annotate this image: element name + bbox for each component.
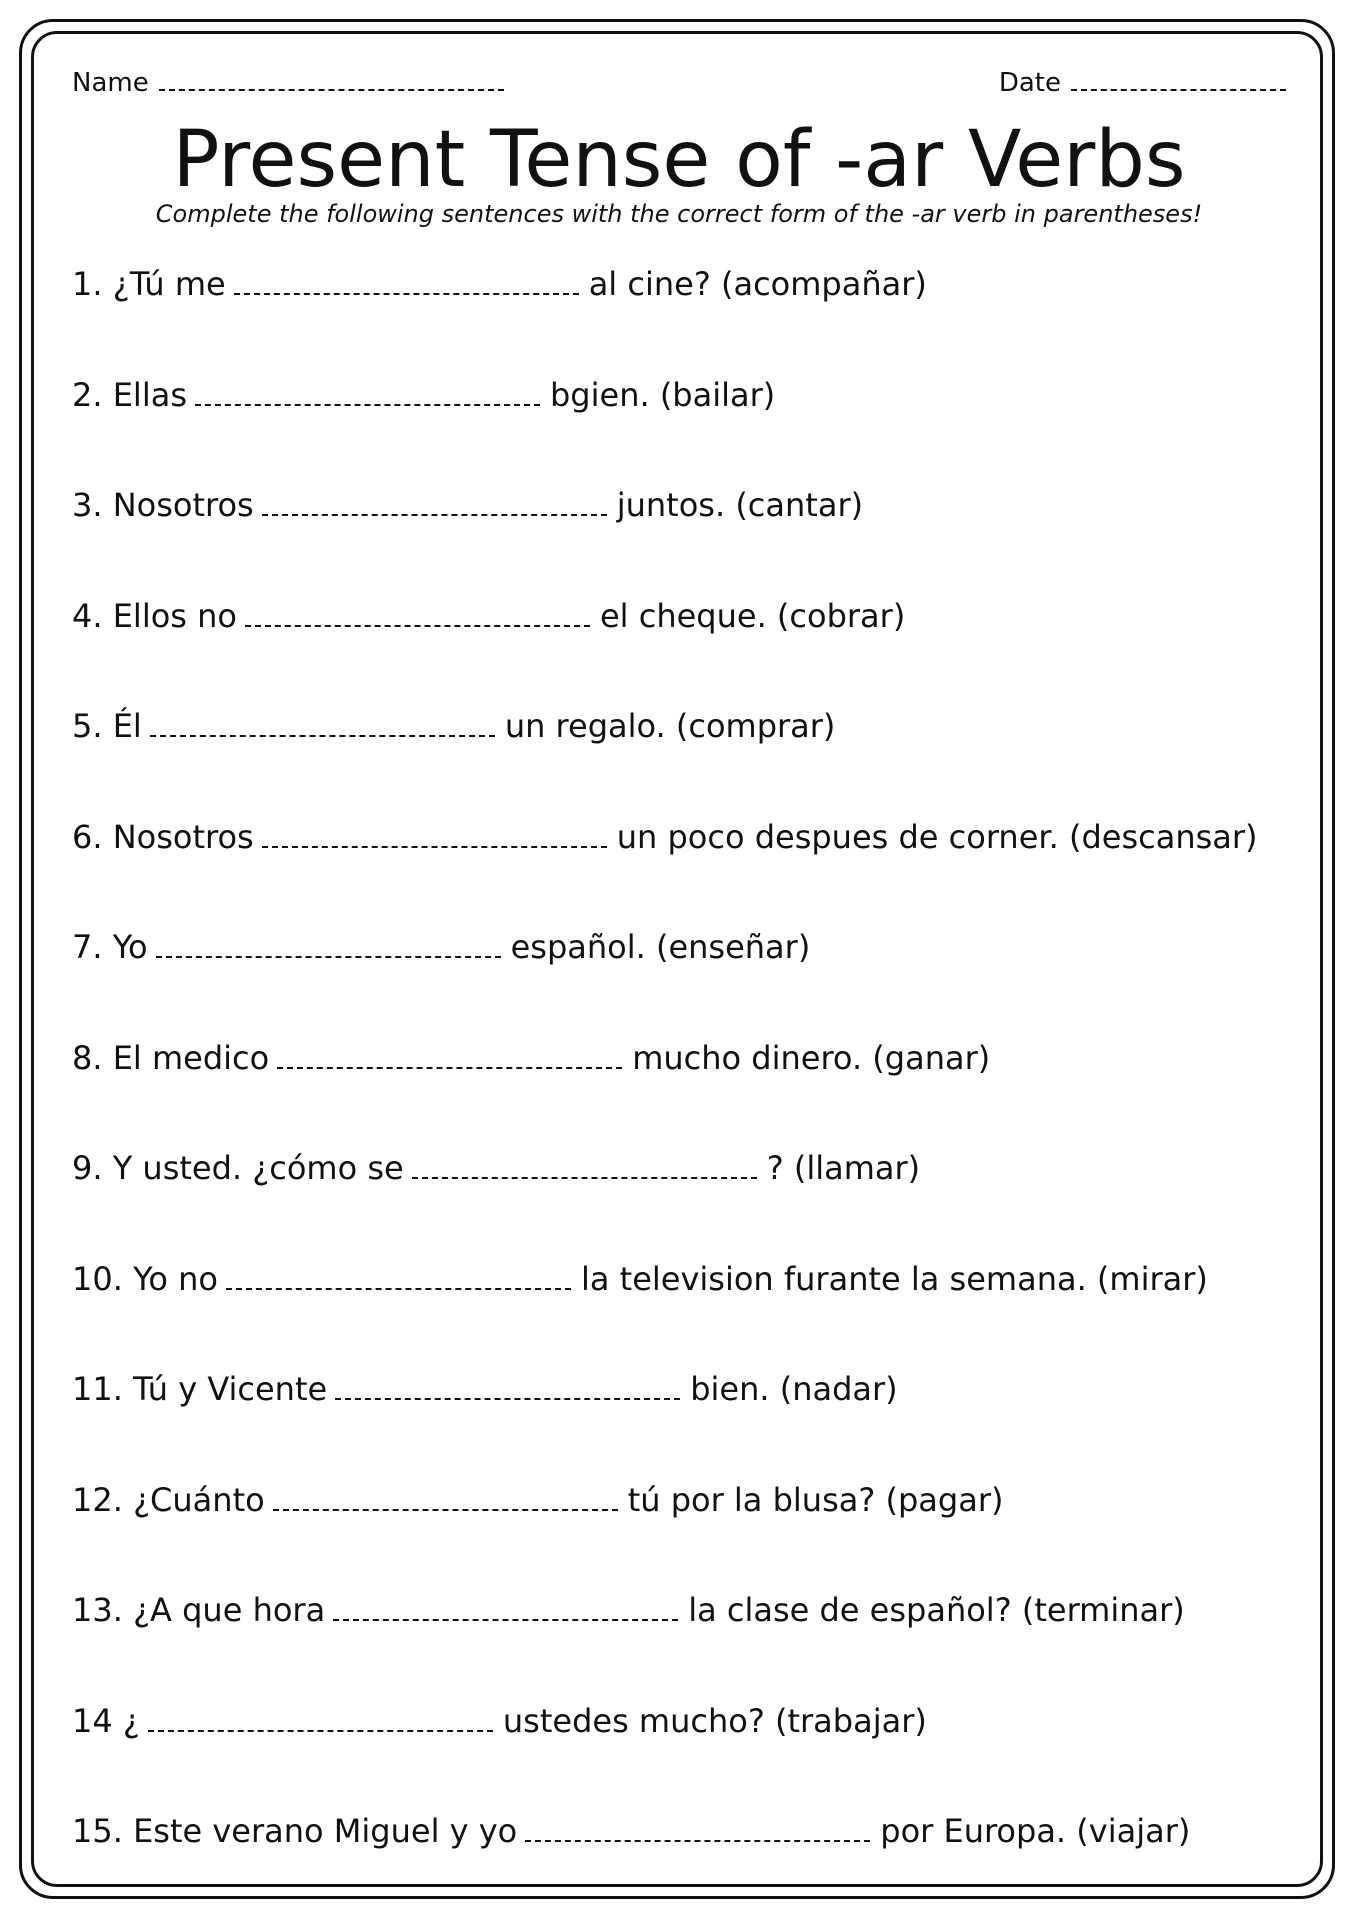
question-list	[72, 262, 1318, 1920]
instructions: Complete the following sentences with the correct form of the -ar verb in parentheses!	[155, 200, 1203, 228]
question-hint: ustedes mucho? (trabajar)	[502, 1701, 927, 1740]
answer-blank[interactable]	[333, 1619, 678, 1621]
answer-blank[interactable]	[234, 293, 579, 295]
question-6	[72, 815, 1318, 926]
question-10	[72, 1257, 1318, 1368]
question-hint: un regalo. (comprar)	[504, 707, 836, 745]
name-line[interactable]	[159, 89, 504, 91]
question-prompt: 5. Él	[72, 707, 142, 745]
question-prompt: 12. ¿Cuánto	[72, 1480, 265, 1519]
header-row	[72, 68, 1286, 104]
date-label: Date	[998, 68, 1061, 98]
question-prompt: 2. Ellas	[72, 375, 187, 414]
answer-blank[interactable]	[412, 1177, 757, 1179]
question-hint: la clase de español? (terminar)	[688, 1591, 1185, 1629]
question-9	[72, 1146, 1318, 1257]
question-hint: español. (enseñar)	[510, 928, 811, 966]
date-line[interactable]	[1071, 89, 1286, 91]
answer-blank[interactable]	[525, 1840, 870, 1842]
date-field	[999, 68, 1286, 98]
question-prompt: 7. Yo	[72, 928, 148, 966]
answer-blank[interactable]	[273, 1509, 618, 1511]
question-prompt: 1. ¿Tú me	[72, 265, 226, 303]
question-prompt: 8. El medico	[72, 1038, 270, 1077]
answer-blank[interactable]	[156, 956, 501, 958]
question-prompt: 6. Nosotros	[72, 817, 254, 856]
question-14	[72, 1699, 1318, 1810]
question-prompt: 9. Y usted. ¿cómo se	[72, 1149, 404, 1187]
answer-blank[interactable]	[195, 404, 540, 406]
question-hint: al cine? (acompañar)	[588, 265, 927, 303]
question-hint: un poco despues de corner. (descansar)	[616, 817, 1258, 856]
question-hint: la television furante la semana. (mirar)	[580, 1259, 1208, 1298]
answer-blank[interactable]	[262, 846, 607, 848]
question-hint: mucho dinero. (ganar)	[632, 1038, 991, 1077]
question-hint: tú por la blusa? (pagar)	[627, 1480, 1004, 1519]
question-hint: bien. (nadar)	[690, 1370, 898, 1408]
question-8	[72, 1036, 1318, 1147]
question-1	[72, 262, 1318, 373]
question-3	[72, 483, 1318, 594]
answer-blank[interactable]	[262, 514, 607, 516]
question-hint: bgien. (bailar)	[549, 375, 776, 414]
question-prompt: 3. Nosotros	[72, 486, 254, 524]
name-field	[72, 68, 504, 98]
answer-blank[interactable]	[335, 1398, 680, 1400]
question-13	[72, 1588, 1318, 1699]
question-prompt: 13. ¿A que hora	[72, 1591, 326, 1629]
question-4	[72, 594, 1318, 705]
answer-blank[interactable]	[277, 1067, 622, 1069]
question-prompt: 14 ¿	[72, 1701, 140, 1740]
question-15	[72, 1809, 1318, 1920]
question-hint: juntos. (cantar)	[616, 486, 864, 524]
question-7	[72, 925, 1318, 1036]
question-5	[72, 704, 1318, 815]
question-2	[72, 373, 1318, 484]
question-prompt: 11. Tú y Vicente	[72, 1370, 328, 1408]
question-prompt: 15. Este verano Miguel y yo	[72, 1812, 518, 1850]
answer-blank[interactable]	[226, 1288, 571, 1290]
question-prompt: 4. Ellos no	[72, 596, 237, 635]
question-12	[72, 1478, 1318, 1589]
question-prompt: 10. Yo no	[72, 1259, 218, 1298]
question-hint: ? (llamar)	[766, 1149, 921, 1187]
question-hint: por Europa. (viajar)	[880, 1812, 1191, 1850]
answer-blank[interactable]	[245, 625, 590, 627]
answer-blank[interactable]	[148, 1730, 493, 1732]
answer-blank[interactable]	[150, 735, 495, 737]
page-title: Present Tense of -ar Verbs	[172, 115, 1186, 205]
question-11	[72, 1367, 1318, 1478]
question-hint: el cheque. (cobrar)	[599, 596, 906, 635]
name-label: Name	[72, 68, 149, 98]
